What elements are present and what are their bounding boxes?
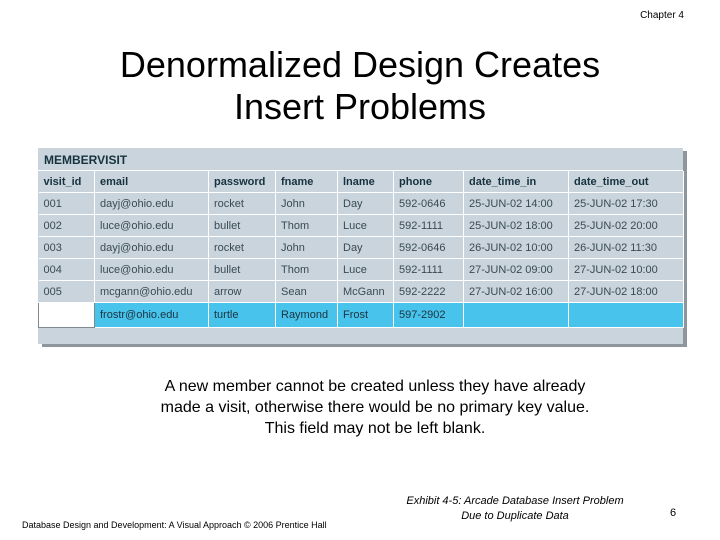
column-header: lname <box>338 171 394 193</box>
table-title: MEMBERVISIT <box>38 148 683 171</box>
column-header: date_time_in <box>464 171 569 193</box>
title-line-2: Insert Problems <box>233 86 487 127</box>
column-header: phone <box>394 171 464 193</box>
table-cell: bullet <box>209 259 276 281</box>
table-cell: Thom <box>276 215 338 237</box>
page-number: 6 <box>670 507 677 519</box>
explanation-caption: A new member cannot be created unless they have already made a visit, otherwise there would be no primary key value. This field may not be left blank. <box>160 378 590 437</box>
table-cell: dayj@ohio.edu <box>95 193 209 215</box>
table-cell: 592-2222 <box>394 281 464 303</box>
chapter-label: Chapter 4 <box>640 10 684 21</box>
table-cell: John <box>276 193 338 215</box>
table-cell: Raymond <box>276 303 338 328</box>
table-row <box>39 237 684 259</box>
table-cell: 27-JUN-02 18:00 <box>569 281 684 303</box>
column-header: visit_id <box>39 171 95 193</box>
membervisit-table-panel <box>38 148 683 344</box>
table-cell <box>569 303 684 328</box>
table-header-row <box>39 171 684 193</box>
table-cell: Thom <box>276 259 338 281</box>
table-cell: 27-JUN-02 10:00 <box>569 259 684 281</box>
table-cell: 003 <box>39 237 95 259</box>
table-cell: dayj@ohio.edu <box>95 237 209 259</box>
membervisit-table <box>38 171 684 328</box>
table-cell: Day <box>338 237 394 259</box>
table-cell: McGann <box>338 281 394 303</box>
slide-title <box>40 44 680 128</box>
table-cell: 592-1111 <box>394 215 464 237</box>
table-cell: Day <box>338 193 394 215</box>
exhibit-caption <box>380 494 650 524</box>
table-cell <box>464 303 569 328</box>
table-cell: 26-JUN-02 10:00 <box>464 237 569 259</box>
table-cell: 597-2902 <box>394 303 464 328</box>
table-cell: bullet <box>209 215 276 237</box>
table-cell: mcgann@ohio.edu <box>95 281 209 303</box>
table-cell: 27-JUN-02 16:00 <box>464 281 569 303</box>
table-cell: 005 <box>39 281 95 303</box>
table-cell: luce@ohio.edu <box>95 215 209 237</box>
title-line-1: Denormalized Design Creates <box>119 44 601 85</box>
table-cell: 25-JUN-02 20:00 <box>569 215 684 237</box>
table-cell: John <box>276 237 338 259</box>
table-cell: rocket <box>209 193 276 215</box>
table-row <box>39 281 684 303</box>
table-cell: 592-1111 <box>394 259 464 281</box>
table-cell: 002 <box>39 215 95 237</box>
table-cell: 25-JUN-02 18:00 <box>464 215 569 237</box>
table-cell: frostr@ohio.edu <box>95 303 209 328</box>
blank-visit-id-cell <box>39 303 95 328</box>
table-cell: arrow <box>209 281 276 303</box>
table-row <box>39 193 684 215</box>
column-header: password <box>209 171 276 193</box>
table-cell: 004 <box>39 259 95 281</box>
table-cell: 25-JUN-02 14:00 <box>464 193 569 215</box>
table-cell: turtle <box>209 303 276 328</box>
table-cell: 26-JUN-02 11:30 <box>569 237 684 259</box>
table-cell: Luce <box>338 215 394 237</box>
table-cell: 592-0646 <box>394 237 464 259</box>
table-cell: 27-JUN-02 09:00 <box>464 259 569 281</box>
column-header: email <box>95 171 209 193</box>
table-cell: Sean <box>276 281 338 303</box>
table-cell: 25-JUN-02 17:30 <box>569 193 684 215</box>
table-row <box>39 259 684 281</box>
table-cell: 001 <box>39 193 95 215</box>
table-cell: Luce <box>338 259 394 281</box>
new-member-row <box>39 303 684 328</box>
table-row <box>39 215 684 237</box>
table-cell: luce@ohio.edu <box>95 259 209 281</box>
exhibit-line-1: Exhibit 4-5: Arcade Database Insert Problem <box>406 495 624 507</box>
footer-credit: Database Design and Development: A Visual Approach © 2006 Prentice Hall <box>22 520 327 530</box>
column-header: fname <box>276 171 338 193</box>
column-header: date_time_out <box>569 171 684 193</box>
table-cell: 592-0646 <box>394 193 464 215</box>
table-cell: rocket <box>209 237 276 259</box>
table-cell: Frost <box>338 303 394 328</box>
exhibit-line-2: Due to Duplicate Data <box>461 510 569 522</box>
